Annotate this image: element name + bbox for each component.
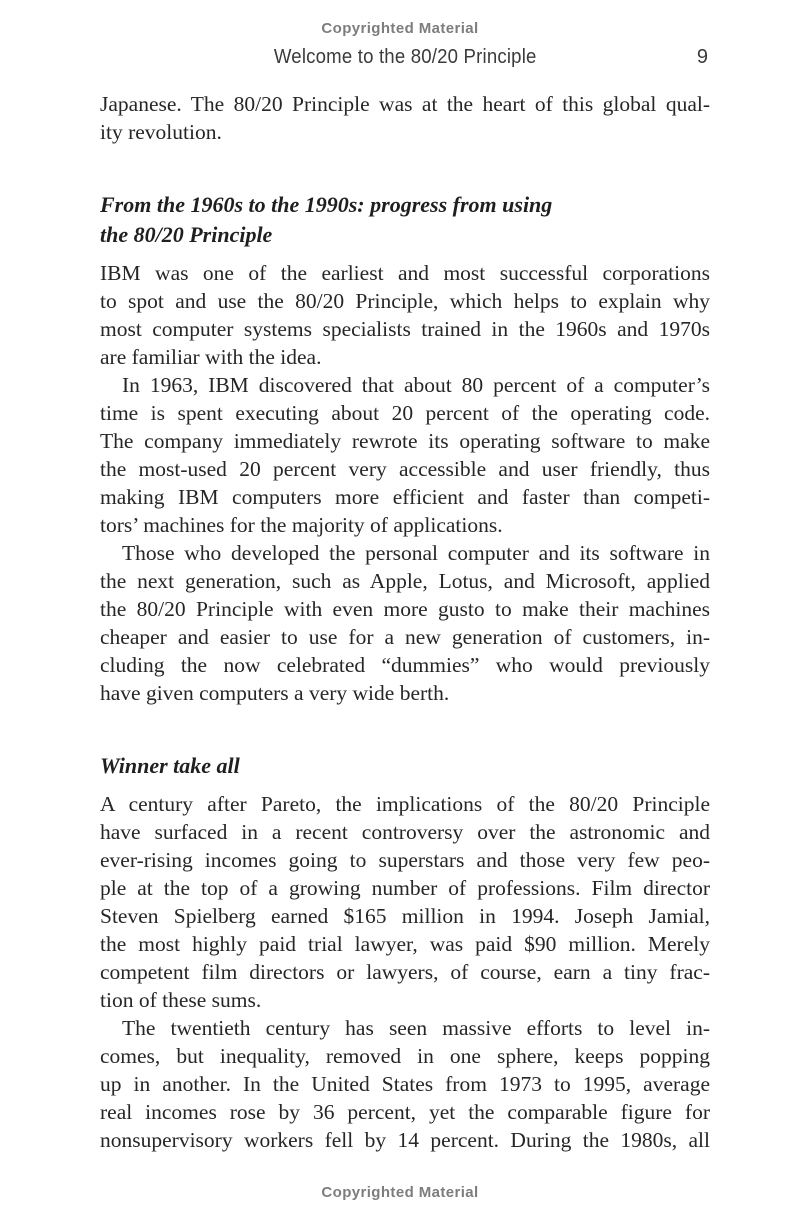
text-line: IBM was one of the earliest and most successful corporations [100,261,710,285]
text-line: the next generation, such as Apple, Lotus, and Microsoft, applied [100,569,710,593]
body-paragraph [100,259,710,371]
text-line: Those who developed the personal computer and its software in [122,541,710,565]
text-line: time is spent executing about 20 percent of the operating code. [100,401,710,425]
text-line: A century after Pareto, the implications of the 80/20 Principle [100,792,710,816]
text-line: are familiar with the idea. [100,345,322,369]
chapter-title: Welcome to the 80/20 Principle [273,46,537,68]
text-line: The twentieth century has seen massive efforts to level in- [122,1016,710,1040]
text-line: cluding the now celebrated “dummies” who would previously [100,653,710,677]
top-copyright-watermark: Copyrighted Material [321,20,479,37]
section-heading [100,751,710,781]
text-line: nonsupervisory workers fell by 14 percent. During the 1980s, all [100,1128,710,1152]
text-line: making IBM computers more efficient and faster than competi- [100,485,710,509]
section-heading [100,190,710,250]
text-line: have surfaced in a recent controversy over the astronomic and [100,820,710,844]
body-paragraph [100,90,710,146]
heading-line: the 80/20 Principle [100,222,273,247]
text-line: cheaper and easier to use for a new generation of customers, in- [100,625,710,649]
text-line: Steven Spielberg earned $165 million in 1994. Joseph Jamial, [100,904,710,928]
text-line: the most highly paid trial lawyer, was paid $90 million. Merely [100,932,710,956]
text-line: tion of these sums. [100,988,262,1012]
text-line: the most-used 20 percent very accessible and user friendly, thus [100,457,710,481]
text-line: the 80/20 Principle with even more gusto to make their machines [100,597,710,621]
text-line: The company immediately rewrote its operating software to make [100,429,710,453]
heading-line: From the 1960s to the 1990s: progress from using [100,192,553,217]
bottom-copyright-watermark: Copyrighted Material [321,1184,479,1201]
body-paragraph [100,1014,710,1154]
text-line: up in another. In the United States from 1973 to 1995, average [100,1072,710,1096]
text-line: Japanese. The 80/20 Principle was at the heart of this global qual- [100,92,710,116]
text-line: ity revolution. [100,120,222,144]
text-line: ever-rising incomes going to superstars and those very few peo- [100,848,710,872]
text-line: tors’ machines for the majority of applications. [100,513,503,537]
body-paragraph [100,371,710,539]
page-number: 9 [696,46,708,68]
text-line: competent film directors or lawyers, of course, earn a tiny frac- [100,960,710,984]
text-line: comes, but inequality, removed in one sphere, keeps popping [100,1044,710,1068]
text-line: have given computers a very wide berth. [100,681,450,705]
text-line: real incomes rose by 36 percent, yet the comparable figure for [100,1100,710,1124]
text-line: most computer systems specialists trained in the 1960s and 1970s [100,317,710,341]
running-header [100,45,710,69]
heading-line: Winner take all [100,753,240,778]
body-paragraph [100,539,710,707]
page-body [100,90,710,1154]
text-line: to spot and use the 80/20 Principle, which helps to explain why [100,289,710,313]
text-line: In 1963, IBM discovered that about 80 percent of a computer’s [122,373,710,397]
body-paragraph [100,790,710,1014]
text-line: ple at the top of a growing number of professions. Film director [100,876,710,900]
